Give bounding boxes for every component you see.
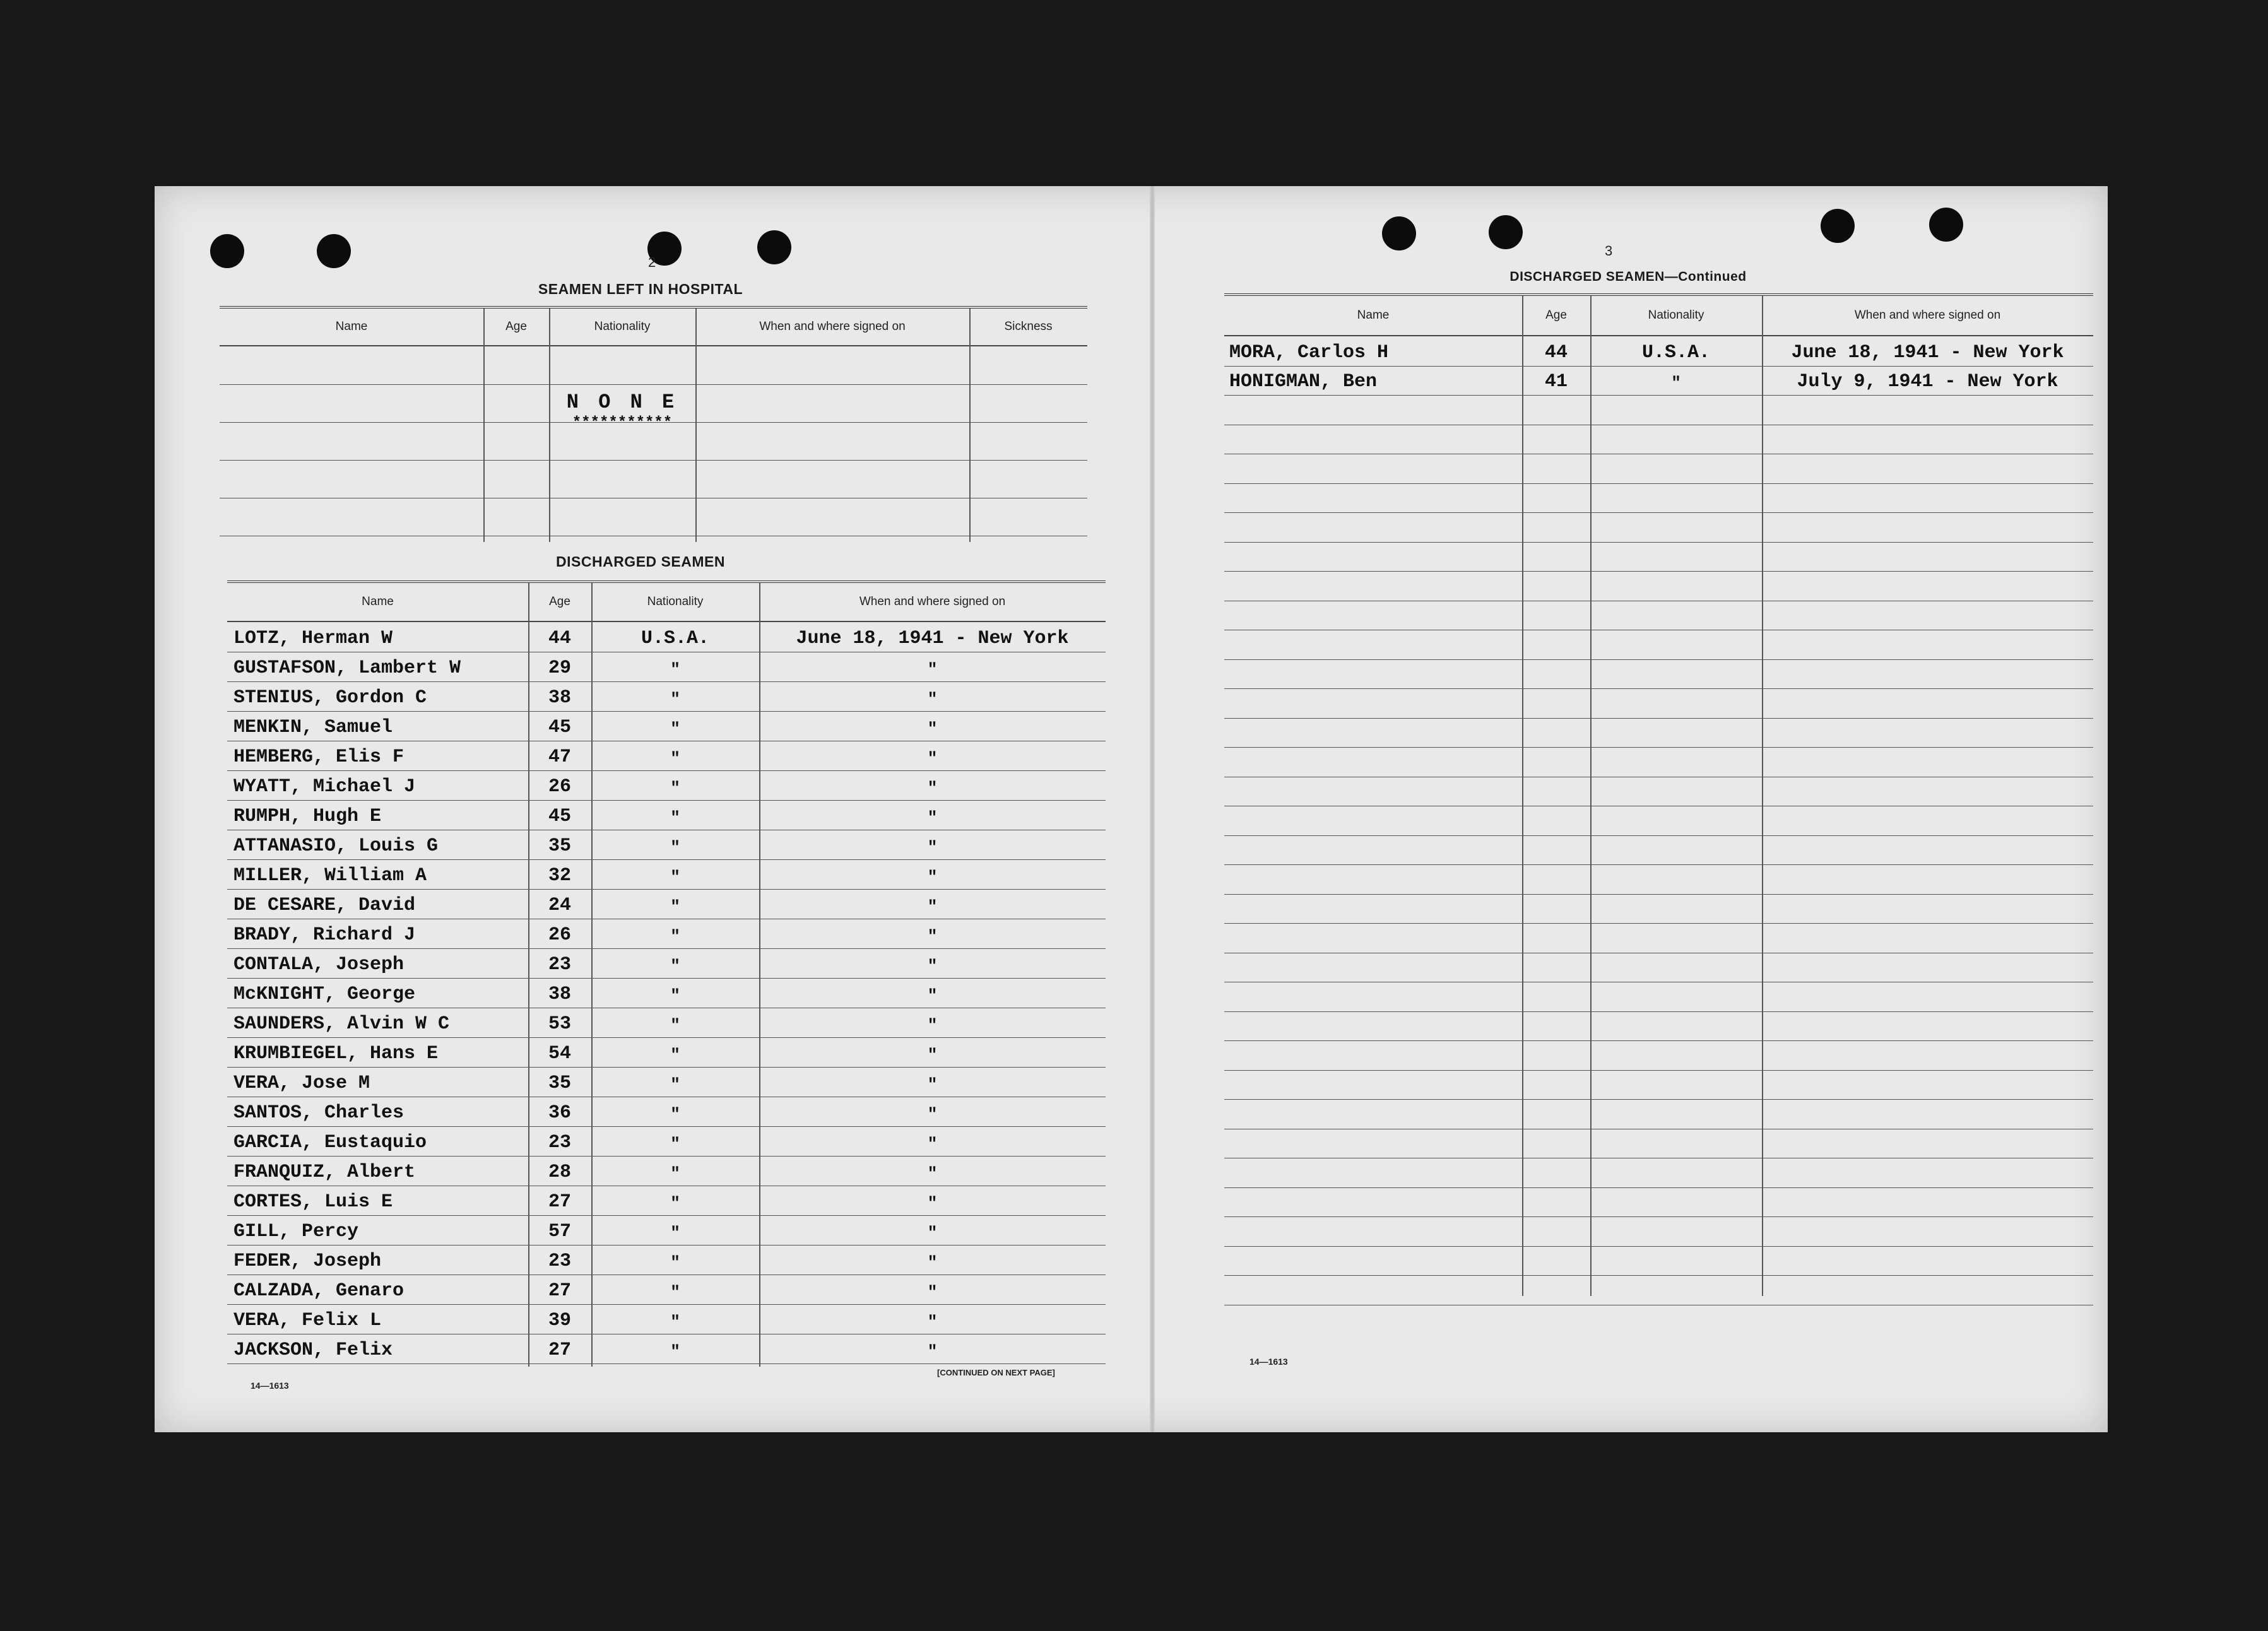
- header-sickness: Sickness: [1004, 320, 1053, 333]
- seaman-nationality: ": [670, 1194, 680, 1213]
- blank-row: [1224, 454, 2093, 484]
- seaman-name: KRUMBIEGEL, Hans E: [233, 1043, 439, 1064]
- seaman-age: 36: [548, 1102, 571, 1124]
- seaman-name: MORA, Carlos H: [1229, 341, 1389, 363]
- seaman-age: 32: [548, 865, 571, 886]
- header-signed-on: When and where signed on: [759, 320, 906, 333]
- seaman-age: 45: [548, 717, 571, 738]
- seaman-age: 23: [548, 1251, 571, 1272]
- seaman-age: 47: [548, 746, 571, 768]
- seaman-signed-on: ": [927, 1075, 938, 1094]
- seaman-signed-on: ": [927, 779, 938, 798]
- seaman-name: CALZADA, Genaro: [233, 1280, 405, 1302]
- continued-note: [CONTINUED ON NEXT PAGE]: [937, 1368, 1055, 1377]
- blank-row: [1224, 542, 2093, 572]
- header-age: Age: [549, 595, 570, 608]
- left-page: [155, 186, 1150, 1432]
- seaman-name: VERA, Jose M: [233, 1073, 370, 1094]
- seaman-nationality: ": [1671, 374, 1681, 392]
- table-row: [227, 830, 1106, 860]
- header-signed-on: When and where signed on: [859, 595, 1006, 608]
- seaman-nationality: ": [670, 838, 680, 857]
- blank-row: [1224, 894, 2093, 924]
- blank-row: [1224, 512, 2093, 543]
- seaman-signed-on: July 9, 1941 - New York: [1797, 371, 2058, 392]
- seaman-signed-on: ": [927, 1312, 938, 1331]
- seaman-name: BRADY, Richard J: [233, 924, 416, 946]
- table-row: [227, 681, 1106, 712]
- seaman-age: 27: [548, 1191, 571, 1213]
- seaman-signed-on: ": [927, 1342, 938, 1361]
- page-fold: [1150, 186, 1155, 1432]
- blank-row: [220, 460, 1087, 498]
- seaman-nationality: ": [670, 749, 680, 768]
- seaman-signed-on: ": [927, 1105, 938, 1124]
- form-number: 14—1613: [1249, 1357, 1288, 1367]
- table-row: [227, 652, 1106, 682]
- seaman-age: 38: [548, 984, 571, 1005]
- seaman-nationality: ": [670, 868, 680, 886]
- table-row: [1224, 336, 2093, 367]
- seaman-name: GUSTAFSON, Lambert W: [233, 657, 461, 679]
- seaman-nationality: ": [670, 1312, 680, 1331]
- seaman-age: 27: [548, 1340, 571, 1361]
- none-entry: N O N E: [566, 391, 678, 414]
- seaman-age: 57: [548, 1221, 571, 1242]
- seaman-name: McKNIGHT, George: [233, 984, 416, 1005]
- blank-row: [1224, 1040, 2093, 1071]
- seaman-name: SAUNDERS, Alvin W C: [233, 1013, 450, 1035]
- table-row: [227, 1334, 1106, 1364]
- seaman-age: 44: [548, 628, 571, 649]
- seaman-signed-on: ": [927, 719, 938, 738]
- seaman-name: FEDER, Joseph: [233, 1251, 382, 1272]
- table-row: [227, 1067, 1106, 1097]
- seaman-name: HEMBERG, Elis F: [233, 746, 405, 768]
- page-number: 3: [1605, 243, 1613, 259]
- seaman-age: 26: [548, 924, 571, 946]
- table-row: [227, 741, 1106, 771]
- table-row: [227, 948, 1106, 979]
- blank-row: [1224, 982, 2093, 1012]
- blank-row: [1224, 1216, 2093, 1247]
- blank-row: [1224, 425, 2093, 455]
- seaman-age: 45: [548, 806, 571, 827]
- header-age: Age: [1545, 309, 1567, 322]
- blank-row: [1224, 923, 2093, 953]
- seaman-signed-on: ": [927, 1223, 938, 1242]
- blank-row: [1224, 864, 2093, 895]
- seaman-age: 28: [548, 1162, 571, 1183]
- seaman-name: ATTANASIO, Louis G: [233, 835, 439, 857]
- seaman-name: DE CESARE, David: [233, 895, 416, 916]
- seaman-age: 35: [548, 1073, 571, 1094]
- blank-row: [1224, 718, 2093, 748]
- blank-row: [1224, 571, 2093, 601]
- seaman-nationality: U.S.A.: [1641, 341, 1711, 363]
- seaman-nationality: ": [670, 897, 680, 916]
- table-row: [227, 859, 1106, 890]
- hospital-section-title: SEAMEN LEFT IN HOSPITAL: [538, 281, 743, 297]
- seaman-signed-on: ": [927, 808, 938, 827]
- seaman-age: 27: [548, 1280, 571, 1302]
- document-sheet: [155, 186, 2108, 1432]
- seaman-age: 24: [548, 895, 571, 916]
- seaman-name: STENIUS, Gordon C: [233, 687, 427, 709]
- blank-row: [1224, 1275, 2093, 1305]
- seaman-signed-on: ": [927, 897, 938, 916]
- header-nationality: Nationality: [647, 595, 704, 608]
- seaman-nationality: ": [670, 957, 680, 975]
- discharged-table-header: [227, 583, 1106, 622]
- seaman-nationality: ": [670, 719, 680, 738]
- seaman-signed-on: ": [927, 749, 938, 768]
- seaman-nationality: ": [670, 779, 680, 798]
- discharged-continued-table: [1224, 293, 2093, 1296]
- blank-row: [1224, 659, 2093, 690]
- seaman-age: 26: [548, 776, 571, 798]
- header-nationality: Nationality: [594, 320, 651, 333]
- table-row: [227, 1097, 1106, 1127]
- seaman-signed-on: ": [927, 838, 938, 857]
- seaman-name: FRANQUIZ, Albert: [233, 1162, 416, 1183]
- blank-row: [1224, 1070, 2093, 1100]
- seaman-name: GARCIA, Eustaquio: [233, 1132, 427, 1153]
- table-row: [227, 1156, 1106, 1186]
- seaman-nationality: ": [670, 1134, 680, 1153]
- seaman-signed-on: ": [927, 1283, 938, 1302]
- seaman-nationality: ": [670, 1283, 680, 1302]
- seaman-nationality: ": [670, 690, 680, 709]
- seaman-nationality: U.S.A.: [641, 628, 710, 649]
- seaman-age: 38: [548, 687, 571, 709]
- seaman-nationality: ": [670, 1105, 680, 1124]
- seaman-signed-on: ": [927, 1134, 938, 1153]
- seaman-nationality: ": [670, 927, 680, 946]
- seaman-signed-on: ": [927, 1194, 938, 1213]
- header-signed-on: When and where signed on: [1854, 309, 2001, 322]
- seaman-age: 39: [548, 1310, 571, 1331]
- seaman-signed-on: ": [927, 1253, 938, 1272]
- seaman-name: CONTALA, Joseph: [233, 954, 405, 975]
- seaman-name: MILLER, William A: [233, 865, 427, 886]
- blank-row: [1224, 747, 2093, 777]
- seaman-signed-on: ": [927, 1164, 938, 1183]
- seaman-age: 23: [548, 1132, 571, 1153]
- table-row: [227, 1037, 1106, 1068]
- blank-row: [1224, 1187, 2093, 1218]
- discharged-section-title: DISCHARGED SEAMEN: [556, 553, 725, 570]
- blank-row: [1224, 630, 2093, 660]
- seaman-age: 29: [548, 657, 571, 679]
- blank-row: [1224, 1158, 2093, 1188]
- seaman-signed-on: ": [927, 1016, 938, 1035]
- blank-row: [1224, 601, 2093, 631]
- table-row: [227, 1245, 1106, 1275]
- seaman-signed-on: ": [927, 927, 938, 946]
- seaman-nationality: ": [670, 1253, 680, 1272]
- table-row: [227, 1008, 1106, 1038]
- none-entry-underline: ***********: [572, 415, 673, 432]
- table-row: [227, 622, 1106, 652]
- discharged-continued-title: DISCHARGED SEAMEN—Continued: [1509, 269, 1747, 284]
- hospital-table-header: [220, 309, 1087, 346]
- blank-row: [1224, 953, 2093, 983]
- header-nationality: Nationality: [1648, 309, 1704, 322]
- seaman-name: VERA, Felix L: [233, 1310, 382, 1331]
- discharged-continued-header: [1224, 296, 2093, 336]
- seaman-nationality: ": [670, 1045, 680, 1064]
- header-name: Name: [335, 320, 368, 333]
- blank-row: [1224, 1099, 2093, 1129]
- table-row: [227, 1215, 1106, 1245]
- seaman-name: MENKIN, Samuel: [233, 717, 393, 738]
- table-row: [227, 1126, 1106, 1157]
- seaman-signed-on: June 18, 1941 - New York: [796, 628, 1069, 649]
- seaman-name: RUMPH, Hugh E: [233, 806, 382, 827]
- seaman-nationality: ": [670, 1223, 680, 1242]
- seaman-nationality: ": [670, 1164, 680, 1183]
- header-age: Age: [505, 320, 527, 333]
- seaman-nationality: ": [670, 1342, 680, 1361]
- table-row: [227, 978, 1106, 1008]
- seaman-nationality: ": [670, 660, 680, 679]
- seaman-age: 54: [548, 1043, 571, 1064]
- seaman-age: 23: [548, 954, 571, 975]
- header-name: Name: [362, 595, 394, 608]
- seaman-age: 44: [1544, 341, 1568, 363]
- discharged-table: [227, 580, 1106, 1367]
- seaman-name: WYATT, Michael J: [233, 776, 416, 798]
- table-row: [227, 1304, 1106, 1334]
- table-row: [227, 1186, 1106, 1216]
- form-number: 14—1613: [251, 1381, 289, 1391]
- seaman-name: JACKSON, Felix: [233, 1340, 393, 1361]
- blank-row: [1224, 777, 2093, 807]
- seaman-signed-on: ": [927, 957, 938, 975]
- seaman-nationality: ": [670, 1075, 680, 1094]
- table-row: [1224, 366, 2093, 396]
- table-row: [227, 800, 1106, 830]
- seaman-name: SANTOS, Charles: [233, 1102, 405, 1124]
- right-page: [1155, 186, 2108, 1432]
- seaman-name: GILL, Percy: [233, 1221, 359, 1242]
- blank-row: [1224, 1246, 2093, 1276]
- blank-row: [1224, 806, 2093, 836]
- table-row: [227, 711, 1106, 741]
- blank-row: [1224, 835, 2093, 866]
- table-row: [227, 889, 1106, 919]
- table-row: [227, 770, 1106, 801]
- seaman-age: 53: [548, 1013, 571, 1035]
- hospital-table: [220, 306, 1087, 542]
- seaman-signed-on: ": [927, 690, 938, 709]
- seaman-nationality: ": [670, 808, 680, 827]
- seaman-signed-on: ": [927, 986, 938, 1005]
- seaman-name: LOTZ, Herman W: [233, 628, 393, 649]
- blank-row: [1224, 688, 2093, 719]
- blank-row: [1224, 395, 2093, 425]
- header-name: Name: [1357, 309, 1390, 322]
- seaman-age: 35: [548, 835, 571, 857]
- blank-row: [1224, 1129, 2093, 1159]
- seaman-signed-on: ": [927, 660, 938, 679]
- blank-row: [1224, 483, 2093, 514]
- seaman-signed-on: ": [927, 1045, 938, 1064]
- seaman-name: CORTES, Luis E: [233, 1191, 393, 1213]
- seaman-signed-on: ": [927, 868, 938, 886]
- seaman-age: 41: [1544, 371, 1568, 392]
- blank-row: [1224, 1011, 2093, 1042]
- seaman-name: HONIGMAN, Ben: [1229, 371, 1378, 392]
- seaman-nationality: ": [670, 1016, 680, 1035]
- blank-row: [220, 346, 1087, 385]
- table-row: [227, 919, 1106, 949]
- blank-row: [220, 498, 1087, 536]
- seaman-signed-on: June 18, 1941 - New York: [1791, 341, 2064, 363]
- table-row: [227, 1275, 1106, 1305]
- page-number: 2: [648, 254, 656, 270]
- seaman-nationality: ": [670, 986, 680, 1005]
